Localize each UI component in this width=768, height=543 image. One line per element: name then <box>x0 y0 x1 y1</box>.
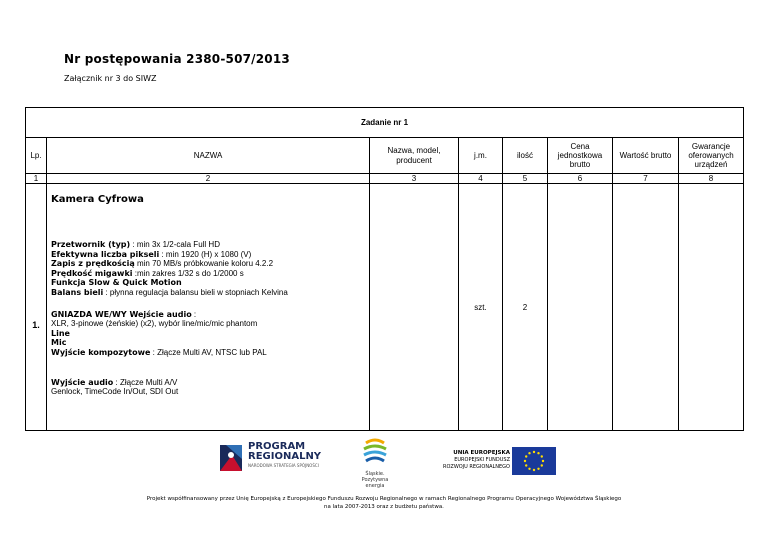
spec-label: Mic <box>51 338 67 348</box>
table-row <box>26 184 744 431</box>
col-header-lp: Lp. <box>26 138 47 174</box>
spec-value: : płynna regulacja balansu bieli w stopniach Kelvina <box>103 287 288 297</box>
io-list <box>51 310 365 358</box>
spec-line <box>51 240 365 250</box>
col-number: 4 <box>459 174 503 184</box>
spec-line <box>51 278 365 288</box>
spec-label: Wyjście kompozytowe <box>51 347 151 357</box>
spec-line <box>51 288 365 298</box>
spec-value: : Złącze Multi AV, NTSC lub PAL <box>150 347 267 357</box>
eu-star-icon <box>541 455 543 457</box>
row-unit-price <box>548 184 613 431</box>
col-header-value: Wartość brutto <box>613 138 679 174</box>
spec-label: Wyjście audio <box>51 377 114 387</box>
spec-line <box>51 319 365 329</box>
output-list <box>51 378 365 397</box>
eu-star-icon <box>524 460 526 462</box>
spec-line <box>51 378 365 388</box>
spec-label: Balans bieli <box>51 287 104 297</box>
spec-value: : min 1920 (H) x 1080 (V) <box>159 249 252 259</box>
spec-value: Genlock, TimeCode In/Out, SDI Out <box>51 387 179 397</box>
eu-text: UNIA EUROPEJSKA EUROPEJSKI FUNDUSZ ROZWOJU REGIONALNEGO <box>442 450 510 470</box>
spec-value: :min zakres 1/32 s do 1/2000 s <box>132 268 244 278</box>
eu-star-icon <box>525 464 527 466</box>
col-number: 8 <box>679 174 744 184</box>
eu-star-icon <box>533 451 535 453</box>
eu-star-icon <box>528 452 530 454</box>
spec-line <box>51 259 365 269</box>
spec-label: Line <box>51 328 70 338</box>
spec-label: GNIAZDA WE/WY Wejście audio <box>51 309 192 319</box>
eu-flag-icon <box>512 447 556 475</box>
spec-label: Przetwornik (typ) <box>51 240 131 249</box>
row-qty: 2 <box>503 184 548 431</box>
col-number: 5 <box>503 174 548 184</box>
attachment-label: Załącznik nr 3 do SIWZ <box>64 74 157 83</box>
spec-line <box>51 338 365 348</box>
spec-label: Zapis z prędkością <box>51 259 135 269</box>
spec-line <box>51 329 365 339</box>
col-header-unit: j.m. <box>459 138 503 174</box>
spec-line <box>51 310 365 320</box>
row-description <box>47 184 370 431</box>
eu-star-icon <box>525 455 527 457</box>
eu-star-icon <box>537 468 539 470</box>
slaskie-text: Śląskie. Pozytywna energia <box>361 471 389 489</box>
program-regionalny-logo <box>218 441 246 477</box>
eu-star-icon <box>533 469 535 471</box>
col-number: 3 <box>370 174 459 184</box>
page-title: Nr postępowania 2380-507/2013 <box>64 52 290 66</box>
spec-value: XLR, 3-pinowe (żeńskie) (x2), wybór line/mic/mic phantom <box>51 319 258 329</box>
eu-star-icon <box>542 460 544 462</box>
eu-star-icon <box>528 468 530 470</box>
spec-line <box>51 387 365 397</box>
eu-star-icon <box>541 464 543 466</box>
slaskie-logo <box>360 437 390 471</box>
col-header-name: NAZWA <box>47 138 370 174</box>
row-value <box>613 184 679 431</box>
logo-bar <box>0 437 768 487</box>
product-name: Kamera Cyfrowa <box>51 194 144 205</box>
spec-line <box>51 269 365 279</box>
col-header-qty: ilość <box>503 138 548 174</box>
row-unit: szt. <box>459 184 503 431</box>
spec-line <box>51 348 365 358</box>
spec-value: : min 3x 1/2-cala Full HD <box>130 240 220 249</box>
row-model <box>370 184 459 431</box>
spec-line <box>51 250 365 260</box>
spec-list <box>51 240 365 298</box>
spec-value: min 70 MB/s próbkowanie koloru 4.2.2 <box>134 259 274 269</box>
spec-label: Funkcja Slow & Quick Motion <box>51 278 182 288</box>
footer-note: Projekt współfinansowany przez Unię Europejską z Europejskiego Funduszu Rozwoju Regionalnego w ramach Regionalnego Programu Operacyjnego Województwa Śląskiego na lata 2007-2013 oraz z budżetu państwa. <box>146 496 622 510</box>
col-number: 1 <box>26 174 47 184</box>
specification-table <box>25 107 744 431</box>
col-header-model: Nazwa, model, producent <box>370 138 459 174</box>
program-regionalny-text: PROGRAM REGIONALNY NARODOWA STRATEGIA SPÓJNOŚCI <box>248 441 322 468</box>
task-title: Zadanie nr 1 <box>26 108 744 138</box>
spec-label: Efektywna liczba pikseli <box>51 249 160 259</box>
spec-value: : <box>191 309 197 319</box>
row-warranty <box>679 184 744 431</box>
spec-value: : Złącze Multi A/V <box>113 377 178 387</box>
spec-label: Prędkość migawki <box>51 268 133 278</box>
eu-star-icon <box>537 452 539 454</box>
row-lp: 1. <box>26 184 47 431</box>
col-number: 6 <box>548 174 613 184</box>
col-number: 2 <box>47 174 370 184</box>
col-number: 7 <box>613 174 679 184</box>
col-header-warranty: Gwarancje oferowanych urządzeń <box>679 138 744 174</box>
col-header-unit-price: Cena jednostkowa brutto <box>548 138 613 174</box>
